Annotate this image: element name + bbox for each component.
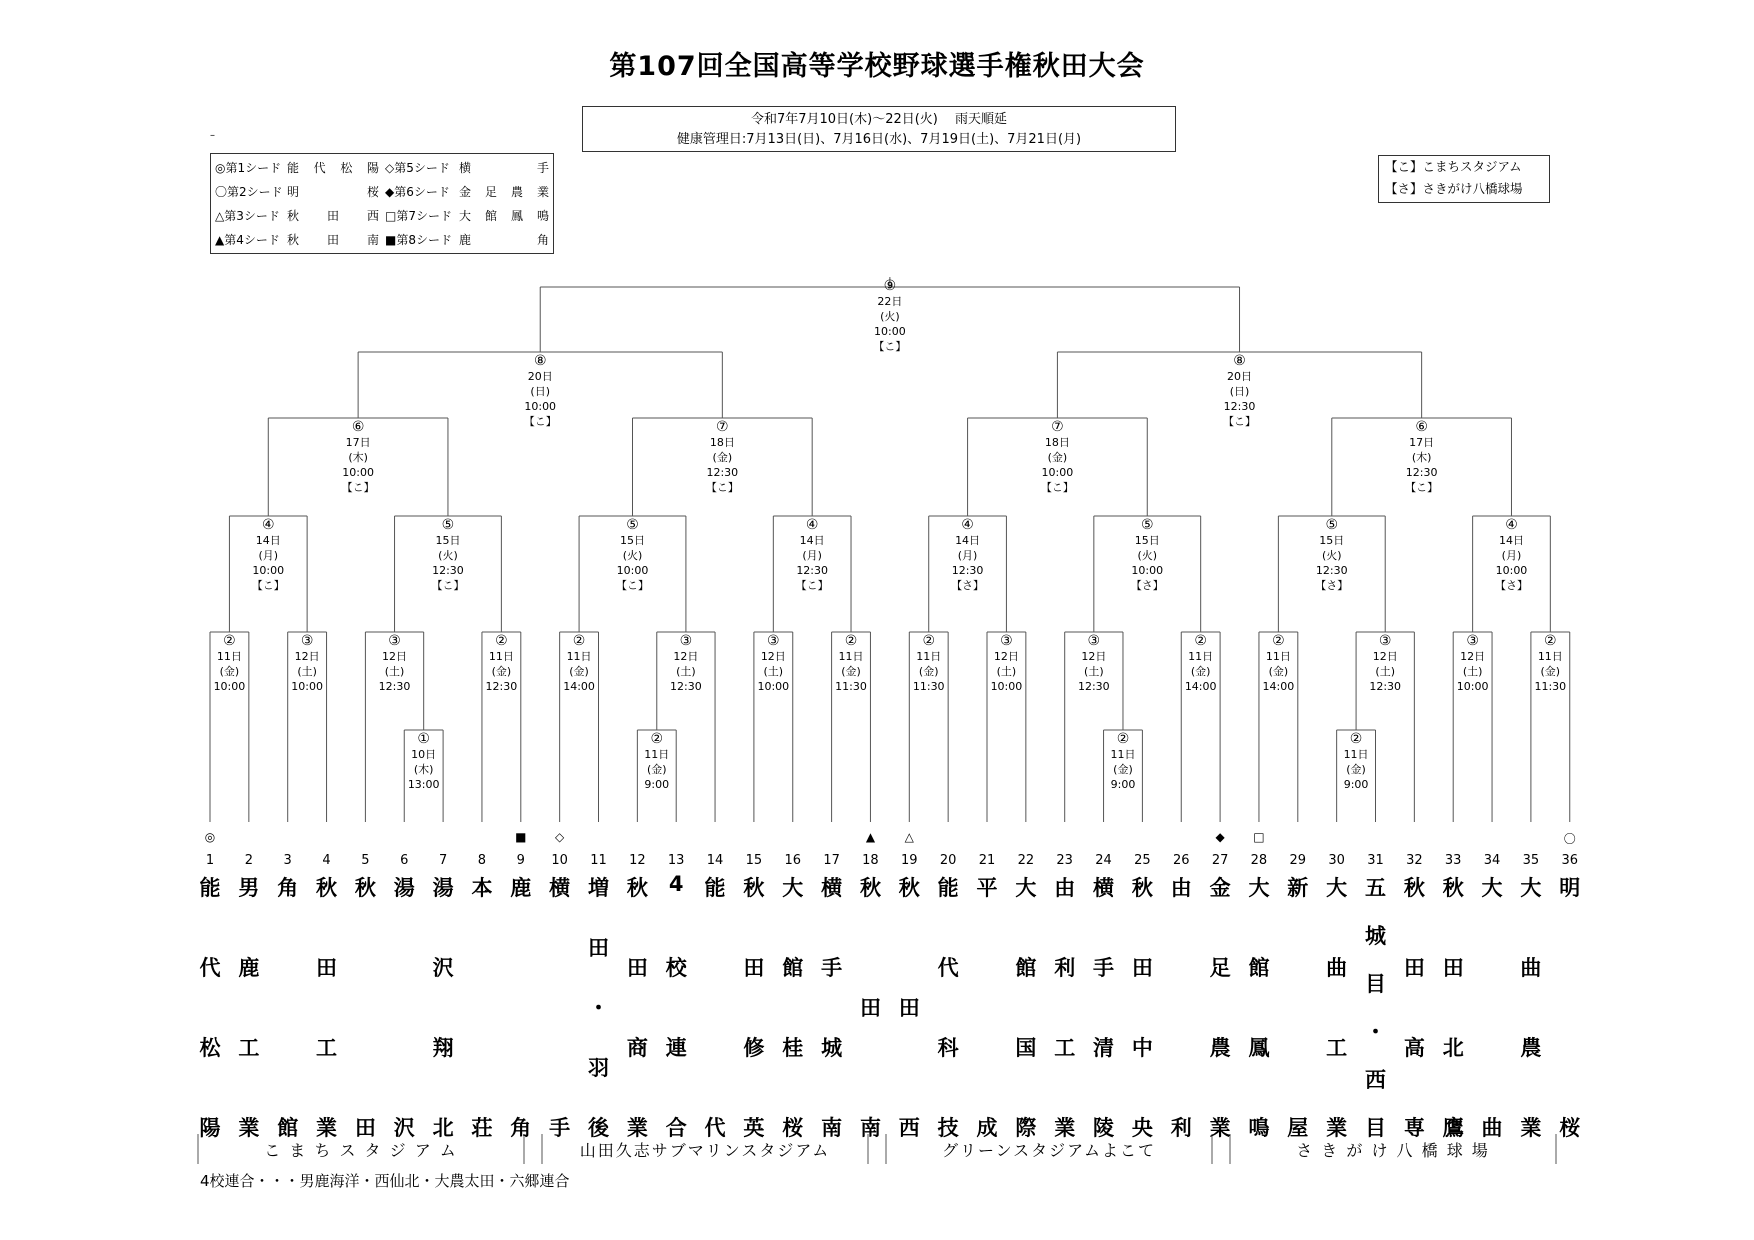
match-date: 14日	[255, 534, 281, 547]
match-time: 13:00	[407, 778, 440, 791]
match-time: 10:00	[291, 680, 323, 693]
match-date: 10日	[411, 748, 437, 761]
match-info	[1392, 420, 1452, 495]
match-info	[821, 634, 881, 694]
match-weekday: (土)	[996, 665, 1017, 678]
match-weekday: (日)	[530, 385, 551, 398]
match-weekday: (金)	[569, 665, 589, 678]
seed-mark: ■	[515, 830, 527, 844]
match-round: ⑤	[626, 517, 639, 533]
team-name: 秋 田 中 央	[1131, 876, 1153, 1140]
match-info	[277, 634, 337, 694]
match-venue: 【こ】	[795, 579, 829, 592]
match-time: 12:30	[1315, 564, 1348, 577]
match-round: ③	[1087, 633, 1101, 649]
match-time: 10:00	[213, 680, 246, 693]
dash-mark: –	[210, 130, 215, 141]
match-date: 11日	[644, 748, 670, 761]
stadium-yokote: グリーンスタジアムよこて	[941, 1141, 1157, 1160]
match-round: ④	[805, 517, 819, 533]
match-info	[899, 634, 959, 694]
match-round: ⑧	[1233, 353, 1246, 369]
match-venue: 【こ】	[1223, 415, 1257, 428]
team-number: 27	[1211, 853, 1229, 868]
match-round: ②	[1272, 633, 1285, 649]
team-number: 8	[477, 853, 487, 868]
match-weekday: (火)	[880, 310, 900, 323]
seed-label: ◆第6シード	[385, 185, 450, 199]
match-date: 12日	[673, 650, 699, 663]
match-time: 10:00	[524, 400, 557, 413]
match-weekday: (木)	[348, 451, 368, 464]
match-info	[471, 634, 531, 694]
match-weekday: (金)	[219, 665, 240, 678]
team-number: 20	[939, 853, 957, 868]
seed-school: 横 手	[459, 161, 549, 175]
match-time: 12:30	[432, 564, 464, 577]
team-number: 33	[1444, 853, 1462, 868]
match-time: 12:30	[1077, 680, 1110, 693]
match-venue: 【こ】	[1405, 481, 1439, 494]
match-weekday: (日)	[1229, 385, 1250, 398]
match-venue: 【こ】	[873, 340, 907, 353]
match-venue: 【こ】	[705, 481, 739, 494]
team-name: 能 代	[704, 876, 726, 1140]
match-date: 14日	[955, 534, 981, 547]
team-number: 5	[361, 853, 370, 868]
match-round: ④	[261, 517, 275, 533]
match-round: ⑥	[1415, 419, 1428, 435]
match-date: 11日	[488, 650, 514, 663]
team-number: 7	[438, 853, 448, 868]
match-venue: 【さ】	[951, 579, 985, 592]
team-name: 大 曲	[1481, 876, 1503, 1140]
match-time: 10:00	[1495, 564, 1528, 577]
seed-label: ◎第1シード	[215, 161, 282, 175]
match-time: 11:30	[912, 680, 945, 693]
team-name: 増 田 ・ 羽 後	[588, 876, 609, 1140]
match-date: 11日	[1343, 748, 1369, 761]
team-name: 由 利	[1170, 876, 1192, 1140]
team-number: 19	[901, 853, 918, 868]
match-round: ②	[1544, 633, 1557, 649]
team-name: 大 館 鳳 鳴	[1248, 876, 1270, 1140]
stadium-yamada: 山田久志サブマリンスタジアム	[579, 1141, 831, 1160]
match-info	[782, 518, 842, 593]
match-date: 20日	[527, 370, 553, 383]
team-number: 17	[823, 853, 840, 868]
team-name: 4 校 連 合	[665, 872, 687, 1140]
match-round: ③	[300, 633, 314, 649]
match-time: 12:30	[951, 564, 984, 577]
seed-school: 秋 田 南	[287, 233, 379, 247]
match-weekday: (土)	[676, 665, 696, 678]
match-round: ⑧	[533, 353, 547, 369]
match-time: 14:00	[1262, 680, 1295, 693]
team-name: 横 手 城 南	[821, 876, 843, 1140]
match-time: 12:30	[1369, 680, 1402, 693]
match-info	[1326, 732, 1386, 792]
match-info	[743, 634, 803, 694]
match-info	[627, 732, 687, 792]
match-time: 9:00	[644, 778, 670, 791]
team-number: 35	[1522, 853, 1540, 868]
match-info	[1481, 518, 1541, 593]
match-date: 12日	[382, 650, 408, 663]
team-name: 横 手 清 陵	[1093, 876, 1115, 1140]
match-round: ⑤	[441, 517, 455, 533]
match-info	[328, 420, 388, 495]
match-time: 9:00	[1110, 778, 1136, 791]
match-venue: 【さ】	[1315, 579, 1349, 592]
team-name: 角 館	[277, 876, 299, 1140]
match-date: 12日	[1081, 650, 1107, 663]
match-weekday: (金)	[1047, 451, 1068, 464]
team-name: 秋 田 修 英	[743, 876, 765, 1140]
seed-mark: ◎	[204, 830, 216, 844]
match-info	[1064, 634, 1124, 694]
match-round: ②	[1116, 731, 1130, 747]
match-round: ②	[1194, 633, 1207, 649]
team-name: 秋 田 北 鷹	[1442, 876, 1464, 1140]
match-time: 12:30	[1223, 400, 1256, 413]
match-round: ④	[1505, 517, 1518, 533]
match-weekday: (土)	[1084, 665, 1104, 678]
seed-label: △第3シード	[215, 209, 280, 223]
team-number: 30	[1328, 853, 1345, 868]
team-number: 34	[1483, 853, 1501, 868]
match-round: ⑤	[1140, 517, 1154, 533]
team-number: 26	[1172, 853, 1190, 868]
seed-school: 秋 田 西	[287, 209, 379, 223]
seed-label: 〇第2シード	[215, 185, 283, 199]
match-date: 11日	[1537, 650, 1563, 663]
match-weekday: (木)	[1411, 451, 1432, 464]
seed-school: 能 代 松 陽	[287, 161, 379, 175]
match-date: 12日	[993, 650, 1019, 663]
match-date: 18日	[1044, 436, 1070, 449]
team-name: 大 曲 工 業	[1326, 876, 1348, 1140]
match-weekday: (金)	[1268, 665, 1289, 678]
team-number: 23	[1056, 853, 1073, 868]
match-round: ③	[679, 633, 693, 649]
match-info	[199, 634, 259, 694]
match-info	[1443, 634, 1503, 694]
match-venue: 【こ】	[1040, 481, 1074, 494]
match-time: 12:30	[1405, 466, 1438, 479]
match-weekday: (月)	[258, 549, 279, 562]
match-date: 12日	[1372, 650, 1398, 663]
seed-label: ◇第5シード	[385, 161, 450, 175]
match-round: ④	[961, 517, 974, 533]
match-weekday: (月)	[1501, 549, 1522, 562]
team-number: 10	[551, 853, 568, 868]
team-name: 大 曲 農 業	[1520, 876, 1542, 1140]
stadium-komachi: こ ま ち ス タ ジ ア ム	[264, 1141, 458, 1160]
match-time: 11:30	[835, 680, 867, 693]
match-round: ⑥	[351, 419, 365, 435]
team-number: 2	[244, 853, 253, 868]
match-time: 14:00	[563, 680, 595, 693]
match-time: 10:00	[342, 466, 374, 479]
match-info	[692, 420, 752, 495]
seed-mark: ▲	[865, 830, 876, 844]
match-date: 15日	[435, 534, 461, 547]
match-round: ⑦	[716, 419, 729, 435]
seed-label: ▲第4シード	[215, 233, 280, 247]
match-weekday: (木)	[413, 763, 434, 776]
match-date: 15日	[1134, 534, 1160, 547]
match-date: 20日	[1227, 370, 1253, 383]
match-round: ②	[223, 633, 236, 649]
match-info	[418, 518, 478, 593]
match-round: ②	[572, 633, 586, 649]
match-date: 11日	[566, 650, 592, 663]
team-number: 18	[862, 853, 879, 868]
team-name: 大 館 国 際	[1015, 876, 1037, 1140]
match-info	[1210, 354, 1270, 429]
team-number: 15	[745, 853, 763, 868]
team-name: 金 足 農 業	[1209, 876, 1231, 1140]
team-name: 本 荘	[471, 876, 493, 1140]
match-date: 11日	[1188, 650, 1214, 663]
seed-label: ■第8シード	[385, 233, 452, 247]
match-info	[1248, 634, 1308, 694]
match-date: 17日	[1409, 436, 1435, 449]
team-name: 鹿 角	[510, 876, 532, 1140]
team-name: 由 利 工 業	[1054, 876, 1076, 1140]
team-name: 秋 田 高 専	[1403, 876, 1425, 1140]
match-info	[1520, 634, 1580, 694]
match-date: 11日	[1265, 650, 1291, 663]
team-number: 29	[1289, 853, 1307, 868]
match-weekday: (土)	[384, 665, 405, 678]
match-date: 17日	[345, 436, 371, 449]
match-info	[602, 518, 662, 593]
match-weekday: (金)	[1540, 665, 1561, 678]
team-number: 31	[1367, 853, 1384, 868]
seed-school: 明 桜	[287, 185, 379, 199]
team-name: 能 代 科 技	[937, 876, 959, 1140]
match-info	[860, 279, 920, 354]
team-number: 25	[1134, 853, 1151, 868]
match-info	[1302, 518, 1362, 593]
team-number: 11	[590, 853, 607, 868]
match-time: 12:30	[706, 466, 739, 479]
venue-legend-komachi: 【こ】こまちスタジアム	[1385, 159, 1522, 174]
footnote: 4校連合・・・男鹿海洋・西仙北・大農太田・六郷連合	[200, 1172, 570, 1190]
match-info	[1117, 518, 1177, 593]
match-round: ②	[844, 633, 858, 649]
match-time: 10:00	[1456, 680, 1489, 693]
team-name: 能 代 松 陽	[199, 876, 221, 1140]
match-weekday: (火)	[1321, 549, 1342, 562]
seed-mark: ◆	[1215, 830, 1225, 844]
match-date: 11日	[1110, 748, 1136, 761]
match-venue: 【こ】	[251, 579, 285, 592]
team-number: 4	[322, 853, 331, 868]
seed-school: 大 館 鳳 鳴	[459, 209, 549, 223]
team-name: 秋 田 西	[898, 876, 920, 1140]
match-round: ⑤	[1325, 517, 1339, 533]
match-time: 10:00	[616, 564, 649, 577]
match-info	[1355, 634, 1415, 694]
match-round: ③	[1000, 633, 1013, 649]
team-number: 32	[1406, 853, 1423, 868]
seed-school: 金 足 農 業	[459, 185, 549, 199]
match-date: 12日	[1460, 650, 1486, 663]
match-weekday: (金)	[712, 451, 733, 464]
match-info	[510, 354, 570, 429]
venue-legend-sakigake: 【さ】さきがけ八橋球場	[1385, 181, 1523, 196]
match-date: 12日	[760, 650, 786, 663]
match-round: ②	[922, 633, 935, 649]
match-time: 9:00	[1343, 778, 1369, 791]
match-time: 14:00	[1184, 680, 1217, 693]
seed-mark: ◇	[555, 830, 565, 844]
match-info	[365, 634, 425, 694]
match-time: 12:30	[670, 680, 702, 693]
match-date: 14日	[1498, 534, 1524, 547]
match-weekday: (金)	[1190, 665, 1211, 678]
match-venue: 【さ】	[1130, 579, 1164, 592]
match-round: ③	[1378, 633, 1392, 649]
team-number: 24	[1095, 853, 1112, 868]
match-date: 22日	[877, 295, 903, 308]
match-info	[938, 518, 998, 593]
seed-mark: □	[1253, 830, 1265, 844]
schedule-rest-days: 健康管理日:7月13日(日)、7月16日(水)、7月19日(土)、7月21日(月)	[676, 132, 1082, 147]
team-number: 6	[400, 853, 409, 868]
match-info	[1027, 420, 1087, 495]
match-weekday: (火)	[438, 549, 458, 562]
match-date: 18日	[709, 436, 735, 449]
match-weekday: (火)	[1137, 549, 1158, 562]
match-time: 10:00	[1041, 466, 1074, 479]
match-venue: 【こ】	[615, 579, 649, 592]
team-number: 36	[1561, 853, 1579, 868]
team-name: 湯 沢 翔 北	[432, 876, 454, 1140]
team-number: 13	[667, 853, 685, 868]
match-round: ③	[1466, 633, 1479, 649]
match-time: 12:30	[796, 564, 829, 577]
match-date: 14日	[799, 534, 825, 547]
match-weekday: (火)	[622, 549, 643, 562]
seed-mark: △	[904, 830, 914, 844]
match-date: 15日	[1319, 534, 1345, 547]
team-name: 明 桜	[1559, 876, 1581, 1140]
match-weekday: (金)	[1113, 763, 1133, 776]
match-venue: 【こ】	[523, 415, 557, 428]
match-weekday: (金)	[918, 665, 939, 678]
team-name: 平 成	[976, 876, 998, 1140]
match-time: 11:30	[1534, 680, 1567, 693]
match-time: 10:00	[252, 564, 285, 577]
match-info	[1093, 732, 1153, 792]
match-round: ③	[388, 633, 401, 649]
schedule-dates: 令和7年7月10日(木)～22日(火) 雨天順延	[750, 112, 1008, 127]
seed-label: □第7シード	[385, 209, 452, 223]
match-weekday: (土)	[297, 665, 317, 678]
match-time: 10:00	[874, 325, 906, 338]
match-info	[238, 518, 298, 593]
team-name: 秋 田	[354, 876, 376, 1140]
team-number: 28	[1250, 853, 1268, 868]
match-round: ⑨	[883, 278, 897, 294]
match-weekday: (金)	[1346, 763, 1366, 776]
match-round: ③	[767, 633, 780, 649]
team-name: 五 城 目 ・ 西 目	[1365, 876, 1386, 1140]
match-time: 10:00	[1131, 564, 1164, 577]
match-weekday: (月)	[802, 549, 822, 562]
match-venue: 【こ】	[431, 579, 465, 592]
match-venue: 【さ】	[1494, 579, 1528, 592]
match-date: 11日	[916, 650, 942, 663]
match-info	[549, 634, 609, 694]
match-time: 12:30	[378, 680, 411, 693]
match-weekday: (金)	[646, 763, 667, 776]
team-number: 14	[706, 853, 724, 868]
team-name: 横 手	[549, 876, 571, 1140]
match-info	[976, 634, 1036, 694]
match-weekday: (金)	[841, 665, 861, 678]
team-number: 12	[629, 853, 646, 868]
team-number: 22	[1017, 853, 1035, 868]
team-name: 男 鹿 工 業	[238, 876, 260, 1140]
match-time: 12:30	[485, 680, 518, 693]
match-info	[656, 634, 716, 694]
team-number: 1	[205, 853, 215, 868]
match-weekday: (土)	[1375, 665, 1395, 678]
match-date: 11日	[838, 650, 864, 663]
team-number: 16	[784, 853, 802, 868]
match-round: ⑦	[1051, 419, 1064, 435]
match-round: ②	[650, 731, 664, 747]
team-name: 新 屋	[1287, 876, 1309, 1140]
match-round: ②	[1349, 731, 1363, 747]
match-round: ②	[495, 633, 508, 649]
match-date: 15日	[619, 534, 645, 547]
team-name: 秋 田 工 業	[316, 876, 338, 1140]
match-weekday: (土)	[1462, 665, 1483, 678]
seed-school: 鹿 角	[459, 233, 549, 247]
match-date: 11日	[216, 650, 242, 663]
team-number: 21	[978, 853, 996, 868]
team-name: 秋 田 商 業	[626, 876, 648, 1140]
match-weekday: (土)	[763, 665, 784, 678]
seed-mark: 〇	[1563, 832, 1576, 846]
match-info	[394, 732, 454, 792]
match-weekday: (金)	[491, 665, 512, 678]
match-date: 12日	[294, 650, 320, 663]
team-number: 3	[283, 853, 292, 868]
team-name: 湯 沢	[393, 876, 415, 1140]
match-round: ①	[417, 731, 430, 747]
stadium-sakigake: さ き が け 八 橋 球 場	[1296, 1141, 1490, 1160]
match-info	[1171, 634, 1231, 694]
match-time: 10:00	[990, 680, 1023, 693]
team-name: 大 館 桂 桜	[782, 876, 804, 1140]
page-title: 第107回全国高等学校野球選手権秋田大会	[609, 51, 1145, 82]
match-venue: 【こ】	[341, 481, 375, 494]
team-name: 秋 田 南	[859, 876, 881, 1140]
team-number: 9	[516, 853, 525, 868]
match-time: 10:00	[757, 680, 790, 693]
match-weekday: (月)	[957, 549, 978, 562]
